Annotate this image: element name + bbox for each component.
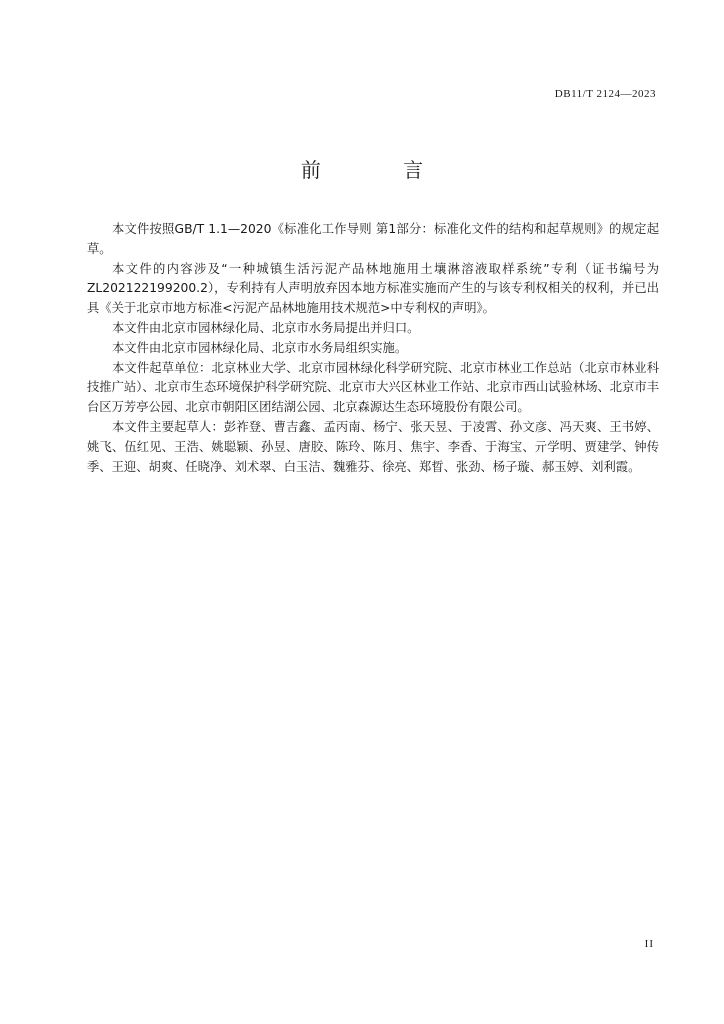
document-code: DB11/T 2124—2023 bbox=[554, 88, 656, 100]
paragraph-implementer: 本文件由北京市园林绿化局、北京市水务局组织实施。 bbox=[112, 340, 408, 355]
paragraph-drafting-basis: 本文件按照GB/T 1.1—2020《标准化工作导则 第1部分：标准化文件的结构和起草规则》的规定起草。 bbox=[87, 222, 659, 256]
paragraph-proposer: 本文件由北京市园林绿化局、北京市水务局提出并归口。 bbox=[112, 320, 420, 335]
page-number: II bbox=[644, 938, 654, 950]
paragraph-drafting-units: 本文件起草单位：北京林业大学、北京市园林绿化科学研究院、北京市林业工作总站（北京市林业科技推广站）、北京市生态环境保护科学研究院、北京市大兴区林业工作站、北京市西山试验林场、北京市丰台区万芳亭公园、北京市朝阳区团结湖公园、北京森源达生态环境股份有限公司。 bbox=[87, 360, 659, 415]
paragraph-drafters: 本文件主要起草人：彭祚登、曹吉鑫、孟丙南、杨宁、张天昱、于凌霄、孙文彦、冯天爽、王书婷、姚飞、伍红见、王浩、姚聪颖、孙昱、唐胶、陈玲、陈月、焦宇、李香、于海宝、亓学明、贾建学、钟传季、王迎、胡爽、任晓净、刘术翠、白玉洁、魏雅芬、徐亮、郑晢、张劲、杨子璇、郝玉婷、刘利霞。 bbox=[87, 419, 659, 474]
page-title: 前 言 bbox=[300, 158, 462, 182]
foreword-body bbox=[87, 220, 659, 477]
paragraph-patent-statement: 本文件的内容涉及“一种城镇生活污泥产品林地施用土壤淋溶液取样系统”专利（证书编号为ZL202122199200.2），专利持有人声明放弃因本地方标准实施而产生的与该专利权相关的权利，并已出具《关于北京市地方标准<污泥产品林地施用技术规范>中专利权的声明》。 bbox=[87, 261, 659, 316]
